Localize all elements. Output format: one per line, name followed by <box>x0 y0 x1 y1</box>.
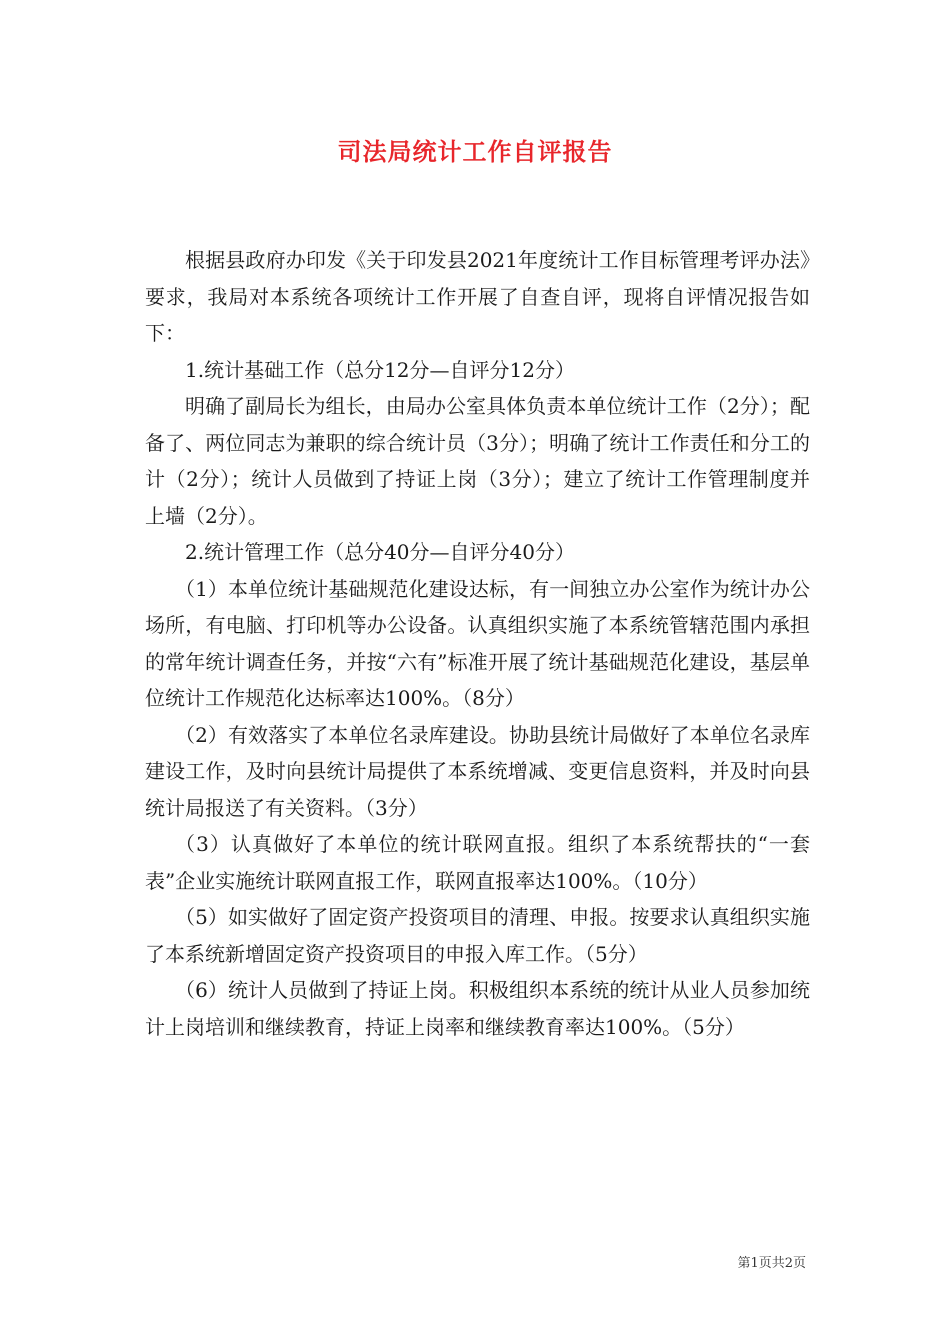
section-heading-basic-work: 1.统计基础工作（总分12分—自评分12分） <box>185 357 575 382</box>
intro-paragraph: 根据县政府办印发《关于印发县2021年度统计工作目标管理考评办法》要求，我局对本系统各项统计工作开展了自查自评，现将自评情况报告如下： <box>145 248 810 345</box>
management-item-1: （1）本单位统计基础规范化建设达标，有一间独立办公室作为统计办公场所，有电脑、打印机等办公设备。认真组织实施了本系统管辖范围内承担的常年统计调查任务，并按“六有”标准开展了统计基础规范化建设，基层单位统计工作规范化达标率达100%。（8分） <box>145 576 810 710</box>
management-item-3: （3）认真做好了本单位的统计联网直报。组织了本系统帮扶的“一套表”企业实施统计联网直报工作，联网直报率达100%。（10分） <box>145 832 810 893</box>
page-title: 司法局统计工作自评报告 <box>337 138 613 166</box>
page-number: 第1页共2页 <box>737 1256 806 1271</box>
management-item-5: （5）如实做好了固定资产投资项目的清理、申报。按要求认真组织实施了本系统新增固定资产投资项目的申报入库工作。（5分） <box>145 905 810 966</box>
basic-work-paragraph: 明确了副局长为组长，由局办公室具体负责本单位统计工作（2分）；配备了、两位同志为兼职的综合统计员（3分）；明确了统计工作责任和分工的计（2分）；统计人员做到了持证上岗（3分）；建立了统计工作管理制度并上墙（2分）。 <box>145 394 810 528</box>
section-heading-management-work: 2.统计管理工作（总分40分—自评分40分） <box>185 540 575 564</box>
management-item-6: （6）统计人员做到了持证上岗。积极组织本系统的统计从业人员参加统计上岗培训和继续教育，持证上岗率和继续教育率达100%。（5分） <box>145 978 810 1039</box>
document-body <box>145 242 810 1045</box>
management-item-2: （2）有效落实了本单位名录库建设。协助县统计局做好了本单位名录库建设工作，及时向县统计局提供了本系统增减、变更信息资料，并及时向县统计局报送了有关资料。（3分） <box>145 722 810 820</box>
